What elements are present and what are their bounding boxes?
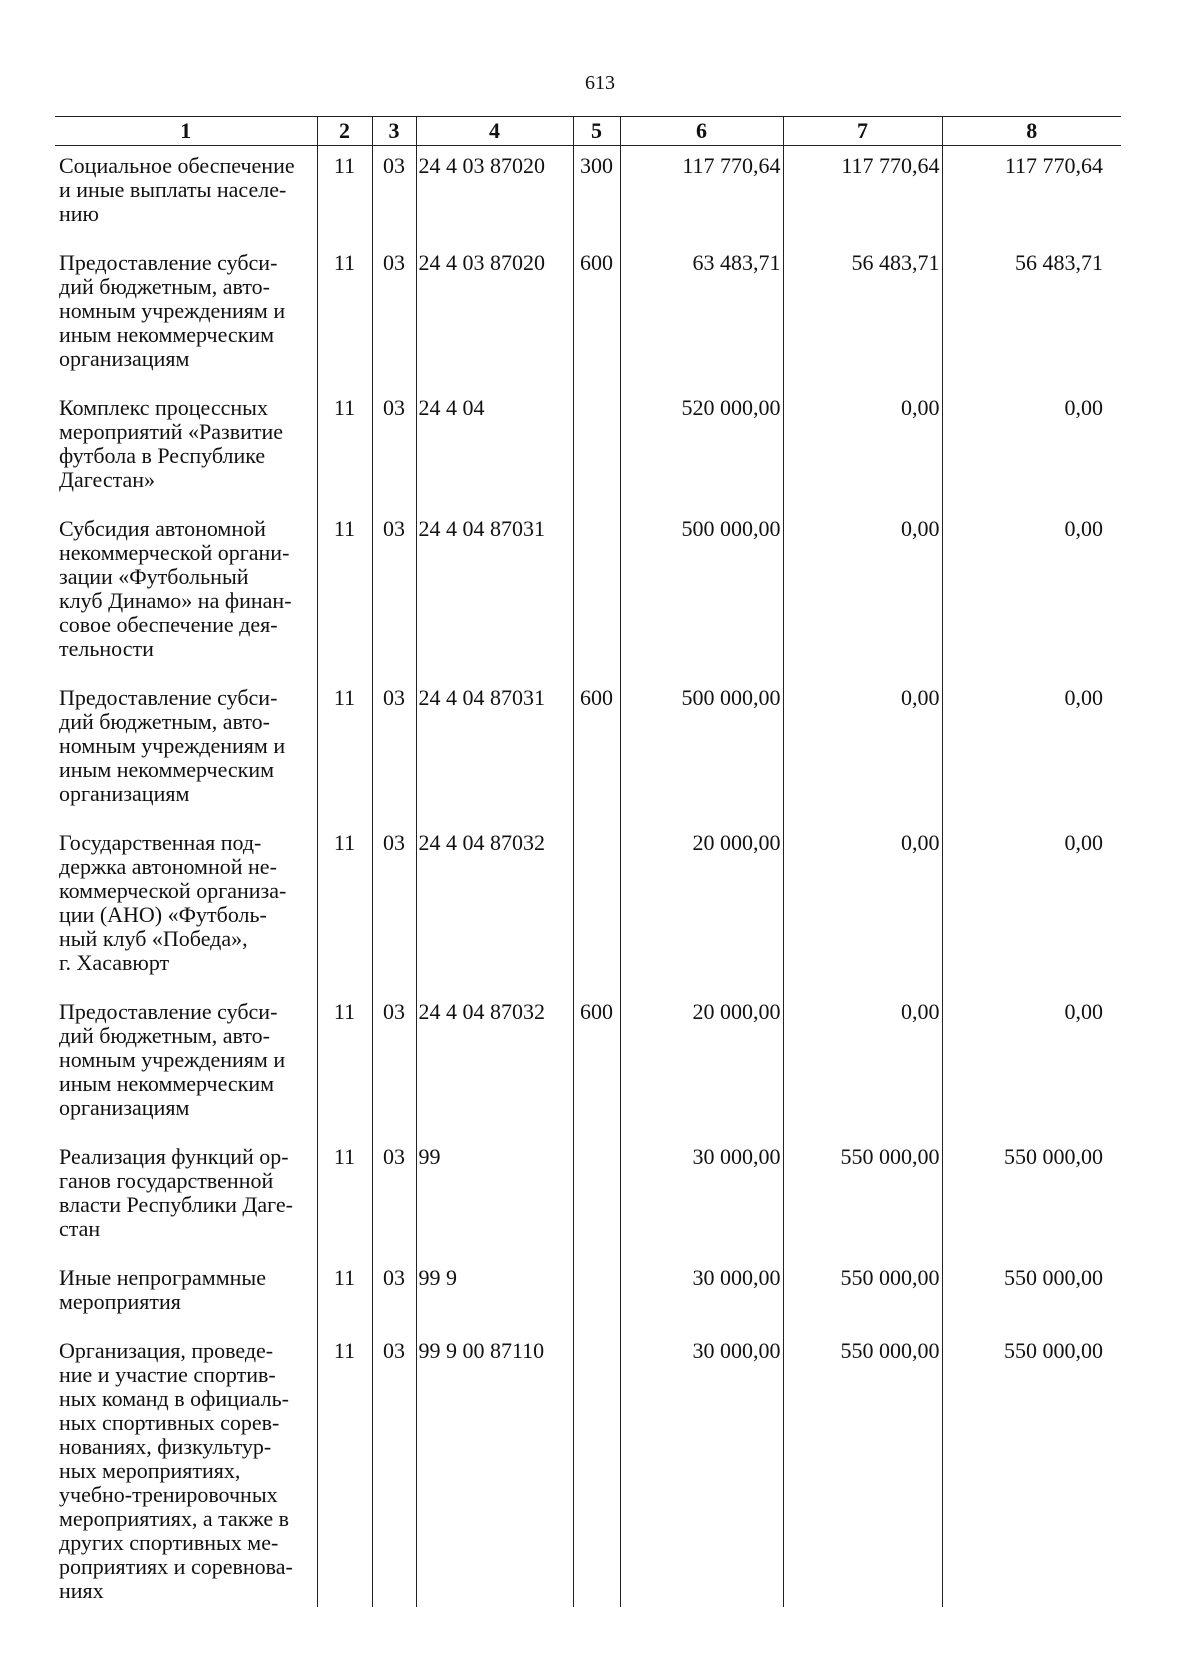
amount-col-7: 550 000,00 [783,1258,942,1331]
section-code: 11 [317,1331,372,1607]
target-article-code: 24 4 03 87020 [416,146,573,244]
amount-col-6: 63 483,71 [620,243,783,388]
column-header: 5 [573,117,620,146]
amount-col-6: 30 000,00 [620,1258,783,1331]
amount-col-7: 0,00 [783,823,942,992]
section-code: 11 [317,388,372,509]
expense-type-code [573,1258,620,1331]
target-article-code: 24 4 04 87031 [416,678,573,823]
row-description-text: Предоставление субси- дий бюджетным, авто- номным учреждениям и иным некоммерческим организациям [59,250,286,371]
subsection-code: 03 [372,1137,416,1258]
column-header: 2 [317,117,372,146]
amount-col-8: 0,00 [942,678,1121,823]
section-code: 11 [317,1258,372,1331]
expense-type-code: 600 [573,678,620,823]
row-description [55,823,317,992]
table-row [55,678,1121,823]
target-article-code: 24 4 03 87020 [416,243,573,388]
table-row [55,823,1121,992]
expense-type-code [573,1137,620,1258]
target-article-code: 24 4 04 87032 [416,823,573,992]
amount-col-6: 30 000,00 [620,1331,783,1607]
expense-type-code [573,1331,620,1607]
table-body [55,146,1121,1608]
row-description-text: Социальное обеспечение и иные выплаты населе- нию [59,153,295,226]
amount-col-7: 550 000,00 [783,1137,942,1258]
subsection-code: 03 [372,388,416,509]
subsection-code: 03 [372,146,416,244]
row-description-text: Субсидия автономной некоммерческой органи- зации «Футбольный клуб Динамо» на финан- совое обеспечение дея- тельности [59,516,292,661]
row-description-text: Комплекс процессных мероприятий «Развитие футбола в Республике Дагестан» [59,395,284,492]
target-article-code: 24 4 04 87032 [416,992,573,1137]
row-description [55,388,317,509]
amount-col-6: 520 000,00 [620,388,783,509]
row-description-text: Предоставление субси- дий бюджетным, авто- номным учреждениям и иным некоммерческим организациям [59,999,286,1120]
section-code: 11 [317,678,372,823]
table-row [55,146,1121,244]
expense-type-code: 600 [573,243,620,388]
amount-col-6: 500 000,00 [620,509,783,678]
amount-col-6: 20 000,00 [620,823,783,992]
column-header: 7 [783,117,942,146]
table-row [55,992,1121,1137]
subsection-code: 03 [372,1331,416,1607]
row-description-text: Государственная под- держка автономной не- коммерческой организа- ции (АНО) «Футболь- ный клуб «Победа», г. Хасавюрт [59,830,287,975]
subsection-code: 03 [372,243,416,388]
expense-type-code: 600 [573,992,620,1137]
row-description [55,243,317,388]
target-article-code: 24 4 04 [416,388,573,509]
target-article-code: 99 9 [416,1258,573,1331]
row-description [55,146,317,244]
amount-col-6: 20 000,00 [620,992,783,1137]
budget-table-container [55,116,1121,1607]
column-header: 8 [942,117,1121,146]
column-header: 4 [416,117,573,146]
budget-table [55,116,1121,1607]
column-header: 6 [620,117,783,146]
amount-col-7: 56 483,71 [783,243,942,388]
subsection-code: 03 [372,992,416,1137]
subsection-code: 03 [372,823,416,992]
table-row [55,388,1121,509]
amount-col-6: 500 000,00 [620,678,783,823]
amount-col-8: 0,00 [942,509,1121,678]
subsection-code: 03 [372,1258,416,1331]
target-article-code: 24 4 04 87031 [416,509,573,678]
row-description-text: Реализация функций ор- ганов государственной власти Республики Даге- стан [59,1144,293,1241]
amount-col-7: 550 000,00 [783,1331,942,1607]
expense-type-code [573,823,620,992]
row-description [55,1137,317,1258]
amount-col-7: 0,00 [783,678,942,823]
table-row [55,1258,1121,1331]
subsection-code: 03 [372,509,416,678]
amount-col-8: 550 000,00 [942,1331,1121,1607]
amount-col-8: 0,00 [942,823,1121,992]
amount-col-7: 117 770,64 [783,146,942,244]
expense-type-code [573,509,620,678]
row-description-text: Предоставление субси- дий бюджетным, авто- номным учреждениям и иным некоммерческим организациям [59,685,286,806]
amount-col-6: 117 770,64 [620,146,783,244]
amount-col-8: 550 000,00 [942,1137,1121,1258]
row-description [55,509,317,678]
row-description-text: Иные непрограммные мероприятия [59,1265,266,1314]
amount-col-7: 0,00 [783,388,942,509]
row-description [55,678,317,823]
target-article-code: 99 9 00 87110 [416,1331,573,1607]
amount-col-8: 56 483,71 [942,243,1121,388]
amount-col-8: 117 770,64 [942,146,1121,244]
expense-type-code [573,388,620,509]
amount-col-7: 0,00 [783,992,942,1137]
table-header-row [55,117,1121,146]
section-code: 11 [317,146,372,244]
row-description [55,1258,317,1331]
amount-col-6: 30 000,00 [620,1137,783,1258]
section-code: 11 [317,823,372,992]
section-code: 11 [317,1137,372,1258]
amount-col-8: 550 000,00 [942,1258,1121,1331]
row-description-text: Организация, проведе- ние и участие спортив- ных команд в официаль- ных спортивных сорев- нованиях, физкультур- ных мероприятиях, учебно-тренировочных мероприятиях, а также в других спортивных ме- роприятиях и соревнова- ниях [59,1338,293,1603]
section-code: 11 [317,509,372,678]
amount-col-8: 0,00 [942,992,1121,1137]
subsection-code: 03 [372,678,416,823]
table-row [55,509,1121,678]
table-row [55,1331,1121,1607]
column-header: 1 [55,117,317,146]
amount-col-7: 0,00 [783,509,942,678]
row-description [55,992,317,1137]
column-header: 3 [372,117,416,146]
target-article-code: 99 [416,1137,573,1258]
amount-col-8: 0,00 [942,388,1121,509]
expense-type-code: 300 [573,146,620,244]
row-description [55,1331,317,1607]
section-code: 11 [317,243,372,388]
section-code: 11 [317,992,372,1137]
table-row [55,1137,1121,1258]
page-number: 613 [585,72,615,94]
table-row [55,243,1121,388]
